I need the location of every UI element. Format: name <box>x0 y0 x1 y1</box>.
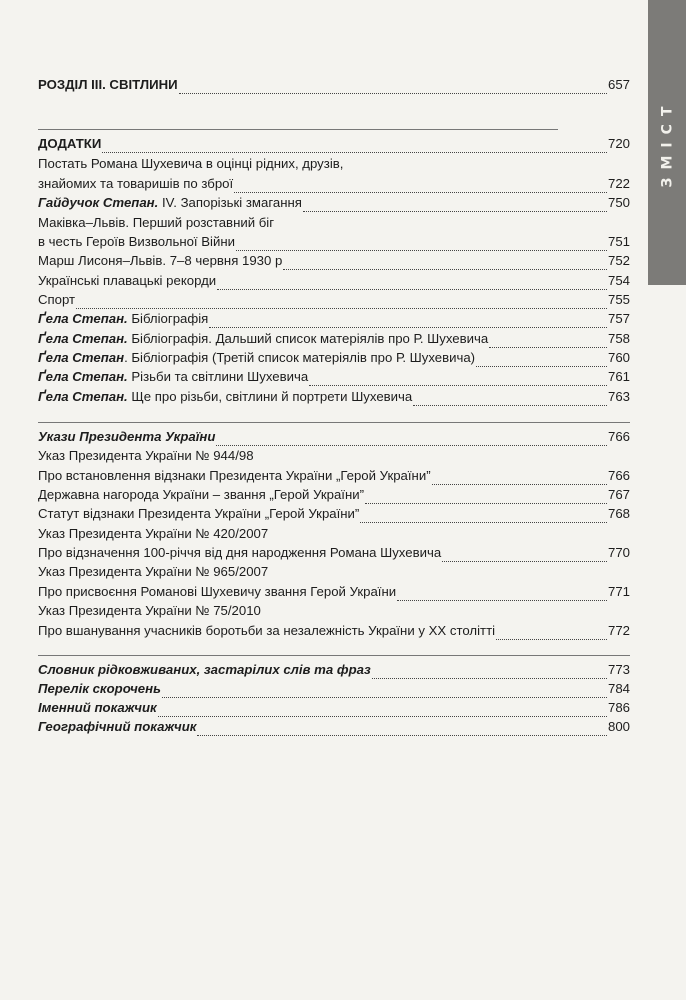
toc-entry <box>38 583 630 601</box>
toc-entry-text: Указ Президента України № 420/2007 <box>38 526 269 541</box>
toc-entry <box>38 155 630 173</box>
toc-entry <box>38 718 630 736</box>
leader-dots <box>303 198 607 212</box>
toc-page-number: 766 <box>607 429 630 444</box>
toc-entry-title <box>38 76 178 94</box>
toc-entry-author: Ґела Степан. <box>38 369 128 384</box>
toc-page-number: 657 <box>607 77 630 92</box>
toc-entry <box>38 467 630 485</box>
toc-entry-text: Ще про різьби, світлини й портрети Шухевича <box>127 389 413 404</box>
toc-entry-title <box>38 544 441 562</box>
toc-page-number: 761 <box>607 369 630 384</box>
leader-dots <box>442 548 607 562</box>
toc-page-number: 720 <box>607 136 630 151</box>
leader-dots <box>179 80 607 94</box>
toc-entry-text: Державна нагорода України – звання „Герой України” <box>38 487 365 502</box>
toc-entry-text: Бібліографія. Дальший список матеріялів про Р. Шухевича <box>127 331 489 346</box>
toc-entry <box>38 661 630 679</box>
leader-dots <box>283 256 607 270</box>
toc-entry-author: Ґела Степан. <box>38 389 128 404</box>
toc-entry <box>38 368 630 386</box>
toc-entry-text: IV. Запорізькі змагання <box>158 195 302 210</box>
leader-dots <box>234 179 607 193</box>
toc-page-number: 772 <box>607 623 630 638</box>
toc-entry-text: Українські плавацькі рекорди <box>38 273 217 288</box>
toc-entry-author: Ґела Степан. <box>38 311 128 326</box>
toc-page-number: 784 <box>607 681 630 696</box>
toc-entry <box>38 214 630 232</box>
toc-page-number: 755 <box>607 292 630 307</box>
section-divider <box>38 655 630 656</box>
toc-entry-text: . Бібліографія (Третій список матеріялів про Р. Шухевича) <box>124 350 476 365</box>
toc-entry-text: РОЗДІЛ ІІІ. СВІТЛИНИ <box>38 77 178 92</box>
toc-page-number: 768 <box>607 506 630 521</box>
toc-entry-text: Словник рідковживаних, застарілих слів та фраз <box>38 662 371 677</box>
toc-entry <box>38 76 630 94</box>
toc-entry-title <box>38 330 488 348</box>
toc-entry-title <box>38 194 302 212</box>
toc-page-number: 773 <box>607 662 630 677</box>
toc-entry <box>38 486 630 504</box>
toc-entry <box>38 233 630 251</box>
toc-entry-text: Маківка–Львів. Перший розставний біг <box>38 215 275 230</box>
toc-page-number: 722 <box>607 176 630 191</box>
toc-entry-text: в честь Героїв Визвольної Війни <box>38 234 235 249</box>
leader-dots <box>397 587 607 601</box>
leader-dots <box>360 509 607 523</box>
toc-entry-title <box>38 388 412 406</box>
toc-page-number: 800 <box>607 719 630 734</box>
leader-dots <box>309 372 607 386</box>
toc-entry <box>38 602 630 620</box>
leader-dots <box>476 353 607 367</box>
toc-page-number: 751 <box>607 234 630 249</box>
section-divider <box>38 129 558 130</box>
toc-entry-title <box>38 699 157 717</box>
toc-entry <box>38 622 630 640</box>
toc-entry-title <box>38 428 215 446</box>
toc-entry-text: Статут відзнаки Президента України „Герой України” <box>38 506 360 521</box>
toc-entry <box>38 544 630 562</box>
toc-entry-title <box>38 155 343 173</box>
toc-entry-text: знайомих та товаришів по зброї <box>38 176 234 191</box>
toc-entry-title <box>38 505 359 523</box>
toc-entry-title <box>38 291 75 309</box>
toc-entry <box>38 291 630 309</box>
toc-entry <box>38 525 630 543</box>
toc-entry <box>38 194 630 212</box>
toc-entry-text: Перелік скорочень <box>38 681 161 696</box>
toc-entry-text: Географічний покажчик <box>38 719 197 734</box>
toc-entry-title <box>38 233 235 251</box>
toc-entry-title <box>38 175 233 193</box>
toc-page-number: 786 <box>607 700 630 715</box>
toc-entry <box>38 563 630 581</box>
toc-entry-title <box>38 525 268 543</box>
toc-entry <box>38 699 630 717</box>
toc-entry-text: Різьби та світлини Шухевича <box>127 369 309 384</box>
toc-entry-title <box>38 447 254 465</box>
section-divider <box>38 422 630 423</box>
toc-page-number: 771 <box>607 584 630 599</box>
toc-page-number: 750 <box>607 195 630 210</box>
toc-entry <box>38 680 630 698</box>
toc-entry-title <box>38 310 208 328</box>
toc-page-number: 763 <box>607 389 630 404</box>
toc-entry-title <box>38 563 268 581</box>
toc-entry-title <box>38 661 371 679</box>
toc-entry-title <box>38 252 282 270</box>
leader-dots <box>432 471 607 485</box>
leader-dots <box>413 392 607 406</box>
toc-entry-title <box>38 602 261 620</box>
toc-entry-title <box>38 718 196 736</box>
leader-dots <box>496 626 607 640</box>
toc-entry-text: Указ Президента України № 965/2007 <box>38 564 269 579</box>
leader-dots <box>102 139 607 153</box>
toc-entry <box>38 349 630 367</box>
leader-dots <box>489 334 607 348</box>
toc-entry <box>38 505 630 523</box>
toc-entry-text: Постать Романа Шухевича в оцінці рідних, друзів, <box>38 156 344 171</box>
toc-entry-text: Укази Президента України <box>38 429 216 444</box>
toc-entry <box>38 175 630 193</box>
toc-entry-text: Указ Президента України № 944/98 <box>38 448 254 463</box>
toc-entry-title <box>38 349 475 367</box>
leader-dots <box>365 490 607 504</box>
toc-entry <box>38 272 630 290</box>
toc-page-number: 758 <box>607 331 630 346</box>
toc-page-number: 766 <box>607 468 630 483</box>
leader-dots <box>76 295 607 309</box>
toc-entry-text: Іменний покажчик <box>38 700 157 715</box>
toc-entry-text: Про присвоєння Романові Шухевичу звання Герой України <box>38 584 397 599</box>
toc-entry-title <box>38 368 308 386</box>
toc-entry-title <box>38 583 396 601</box>
leader-dots <box>216 432 607 446</box>
toc-entry-title <box>38 622 495 640</box>
toc-entry-title <box>38 135 101 153</box>
toc-page-number: 752 <box>607 253 630 268</box>
toc-entry <box>38 447 630 465</box>
toc-entry <box>38 388 630 406</box>
toc-entry-author: Гайдучок Степан. <box>38 195 159 210</box>
toc-entry-text: Спорт <box>38 292 76 307</box>
toc-page-number: 757 <box>607 311 630 326</box>
toc-entry-text: ДОДАТКИ <box>38 136 102 151</box>
toc-entry <box>38 252 630 270</box>
toc-page-number: 760 <box>607 350 630 365</box>
leader-dots <box>162 684 607 698</box>
toc-entry-text: Марш Лисоня–Львів. 7–8 червня 1930 р <box>38 253 283 268</box>
toc-entry-text: Про відзначення 100-річчя від дня народження Романа Шухевича <box>38 545 442 560</box>
toc-page-number: 754 <box>607 273 630 288</box>
toc-page-number: 770 <box>607 545 630 560</box>
toc-page-number: 767 <box>607 487 630 502</box>
toc-entry-author: Ґела Степан <box>38 350 125 365</box>
leader-dots <box>236 237 607 251</box>
toc-entry-title <box>38 486 364 504</box>
toc-entry <box>38 428 630 446</box>
leader-dots <box>209 314 607 328</box>
toc-entry-text: Бібліографія <box>127 311 209 326</box>
toc-entry-title <box>38 680 161 698</box>
leader-dots <box>217 276 607 290</box>
toc-entry <box>38 310 630 328</box>
section-tab <box>648 0 686 285</box>
toc-entry-title <box>38 467 431 485</box>
leader-dots <box>197 722 607 736</box>
toc-entry-text: Про встановлення відзнаки Президента України „Герой України” <box>38 468 431 483</box>
section-tab-label: ЗМІСТ <box>659 98 676 187</box>
toc-entry-title <box>38 214 274 232</box>
toc-entry-author: Ґела Степан. <box>38 331 128 346</box>
leader-dots <box>372 665 607 679</box>
toc-entry <box>38 135 630 153</box>
toc-entry-text: Указ Президента України № 75/2010 <box>38 603 261 618</box>
toc-entry-title <box>38 272 216 290</box>
leader-dots <box>158 703 607 717</box>
toc-entry <box>38 330 630 348</box>
toc-entry-text: Про вшанування учасників боротьби за незалежність України у ХХ столітті <box>38 623 496 638</box>
